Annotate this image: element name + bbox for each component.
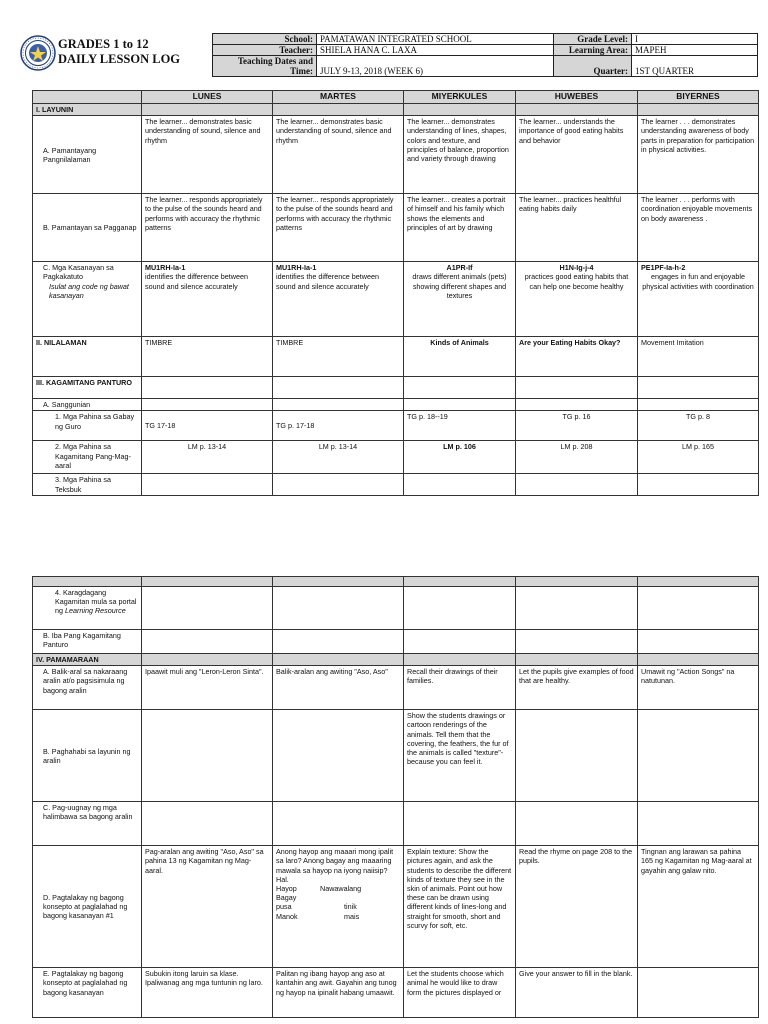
tg-miyerkules: TG p. 18--19 xyxy=(404,411,516,441)
row-label-pamantayang-pangnilalaman: A. Pamantayang Pangnilalaman xyxy=(33,116,142,194)
page-2 xyxy=(0,574,768,1024)
performance-standard-huwebes: The learner... practices healthful eating habits daily xyxy=(516,194,638,262)
example-header-bagay: Bagay xyxy=(276,893,297,903)
paghahabi-miyerkules: Show the students drawings or cartoon renderings of the animals. Tell them that the covering, the feathers, the fur of the animals is called "texture"-because you can feel it. xyxy=(404,710,516,802)
example-thing-1: tinik xyxy=(344,902,357,912)
balik-aral-huwebes: Let the pupils give examples of food that are healthy. xyxy=(516,666,638,710)
competency-huwebes xyxy=(516,262,638,337)
quarter-label: Quarter: xyxy=(554,56,632,77)
performance-standard-miyerkules: The learner... creates a portrait of himself and his family which shows the elements and principles of art by drawing xyxy=(404,194,516,262)
row-label-kagamitang-pang-mag-aaral: 2. Mga Pahina sa Kagamitang Pang-Mag-aaral xyxy=(33,441,142,474)
competency-code-lunes: MU1RH-Ia-1 xyxy=(145,263,186,273)
example-thing-2: mais xyxy=(344,911,360,921)
row-label-pagtalakay-2: E. Pagtalakay ng bagong konsepto at paglalahad ng bagong kasanayan xyxy=(33,968,142,1018)
balik-aral-biyernes: Umawit ng "Action Songs" na natutunan. xyxy=(638,666,759,710)
content-standard-huwebes: The learner... understands the importance of good eating habits and behavior xyxy=(516,116,638,194)
row-label-balik-aral: A. Balik-aral sa nakaraang aralin at/o pagsisimula ng bagong aralin xyxy=(33,666,142,710)
competency-miyerkules xyxy=(404,262,516,337)
content-standard-miyerkules: The learner... demonstrates understanding of lines, shapes, colors and texture, and principles of balance, proportion and variety through drawing xyxy=(404,116,516,194)
learning-area-label: Learning Area: xyxy=(554,45,632,56)
learning-resource-label: Learning Resource xyxy=(65,606,126,616)
day-header-miyerkules: MIYERKULES xyxy=(404,91,516,104)
competency-biyernes xyxy=(638,262,759,337)
balik-aral-lunes: Ipaawit muli ang "Leron-Leron Sinta". xyxy=(142,666,273,710)
grade-level-value: I xyxy=(632,34,758,45)
content-standard-martes: The learner... demonstrates basic understanding of sound, silence and rhythm xyxy=(273,116,404,194)
competency-code-miyerkules: A1PR-If xyxy=(446,263,473,273)
title-line-2: DAILY LESSON LOG xyxy=(58,52,181,66)
quarter-value: 1ST QUARTER xyxy=(632,56,758,77)
example-animal-2: Manok xyxy=(276,911,298,921)
example-header-hayop: Hayop xyxy=(276,884,297,894)
nilalaman-miyerkules: Kinds of Animals xyxy=(404,337,516,377)
row-label-pamantayan-sa-pagganap: B. Pamantayan sa Pagganap xyxy=(33,194,142,262)
teacher-label: Teacher: xyxy=(213,45,317,56)
competency-text-lunes: identifies the difference between sound and silence accurately xyxy=(145,272,248,291)
tg-martes: TG p. 17-18 xyxy=(273,411,404,441)
pagtalakay-1-miyerkules: Explain texture: Show the pictures again, and ask the students to describe the different kinds of texture they see in the skin of animals. Point out how these can be drawn using different kinds of lines-long and straight for smooth, short and scurvy for soft, etc. xyxy=(404,846,516,968)
row-label-karagdagang-kagamitan xyxy=(33,587,142,630)
pagtalakay-1-martes-question: Anong hayop ang maaari mong ipalit sa laro? Anong bagay ang maaaring mawala sa hayop na iyong naiisip? xyxy=(276,847,394,875)
teaching-dates-label xyxy=(213,56,317,77)
row-label-gabay-ng-guro: 1. Mga Pahina sa Gabay ng Guro xyxy=(33,411,142,441)
competency-text-biyernes: engages in fun and enjoyable physical activities with coordination xyxy=(642,272,754,291)
performance-standard-martes: The learner... responds appropriately to the pulse of the sounds heard and performs with accuracy the rhythmic patterns xyxy=(273,194,404,262)
pagtalakay-1-huwebes: Read the rhyme on page 208 to the pupils. xyxy=(516,846,638,968)
competency-lunes xyxy=(142,262,273,337)
school-value: PAMATAWAN INTEGRATED SCHOOL xyxy=(317,34,554,45)
kasanayan-sublabel: Isulat ang code ng bawat kasanayan xyxy=(49,281,129,300)
nilalaman-huwebes: Are your Eating Habits Okay? xyxy=(516,337,638,377)
performance-standard-biyernes: The learner . . . performs with coordination enjoyable movements on body awareness . xyxy=(638,194,759,262)
row-label-pagtalakay-1: D. Pagtalakay ng bagong konsepto at paglalahad ng bagong kasanayan #1 xyxy=(33,846,142,968)
example-header-nawawalang: Nawawalang xyxy=(320,884,362,894)
lm-lunes: LM p. 13-14 xyxy=(142,441,273,474)
teaching-dates-label-2: Time: xyxy=(290,66,313,76)
tg-lunes: TG 17-18 xyxy=(142,411,273,441)
deped-seal-icon xyxy=(20,35,56,71)
karagdagang-kagamitan-label: 4. Karagdagang Kagamitan mula sa portal ng xyxy=(55,588,137,616)
section-nilalaman: II. NILALAMAN xyxy=(33,337,142,377)
teaching-dates-value: JULY 9-13, 2018 (WEEK 6) xyxy=(317,56,554,77)
competency-code-biyernes: PE1PF-Ia-h-2 xyxy=(641,263,686,273)
competency-text-huwebes: practices good eating habits that can help one become healthy xyxy=(524,272,629,291)
tg-biyernes: TG p. 8 xyxy=(638,411,759,441)
content-standard-lunes: The learner... demonstrates basic understanding of sound, silence and rhythm xyxy=(142,116,273,194)
performance-standard-lunes: The learner... responds appropriately to the pulse of the sounds heard and performs with accuracy the rhythmic patterns xyxy=(142,194,273,262)
lesson-log-table-page-2 xyxy=(32,576,759,1018)
school-label: School: xyxy=(213,34,317,45)
sanggunian-label: A. Sanggunian xyxy=(33,399,142,411)
competency-code-martes: MU1RH-Ia-1 xyxy=(276,263,317,273)
content-standard-biyernes: The learner . . . demonstrates understanding awareness of body parts in preparation for participation in physical activities. xyxy=(638,116,759,194)
competency-text-martes: identifies the difference between sound and silence accurately xyxy=(276,272,379,291)
lesson-log-table-page-1 xyxy=(32,90,759,496)
teaching-dates-label-1: Teaching Dates and xyxy=(237,56,313,66)
competency-code-huwebes: H1N-Ig-j-4 xyxy=(559,263,594,273)
lm-martes: LM p. 13-14 xyxy=(273,441,404,474)
example-animal-1: pusa xyxy=(276,902,292,912)
day-header-martes: MARTES xyxy=(273,91,404,104)
pagtalakay-1-martes xyxy=(273,846,404,968)
row-label-paghahabi: B. Paghahabi sa layunin ng aralin xyxy=(33,710,142,802)
header-info-table xyxy=(212,33,758,77)
pagtalakay-2-huwebes: Give your answer to fill in the blank. xyxy=(516,968,638,1018)
nilalaman-martes: TIMBRE xyxy=(273,337,404,377)
balik-aral-martes: Balik-aralan ang awiting "Aso, Aso" xyxy=(273,666,404,710)
teacher-value: SHIELA HANA C. LAXA xyxy=(317,45,554,56)
row-label-teksbuk: 3. Mga Pahina sa Teksbuk xyxy=(33,474,142,496)
document-title xyxy=(58,37,180,67)
corner-cell xyxy=(33,91,142,104)
section-kagamitang-panturo: III. KAGAMITANG PANTURO xyxy=(33,377,142,399)
lm-huwebes: LM p. 208 xyxy=(516,441,638,474)
day-header-biyernes: BIYERNES xyxy=(638,91,759,104)
competency-text-miyerkules: draws different animals (pets) showing different shapes and textures xyxy=(412,272,507,300)
nilalaman-biyernes: Movement Imitation xyxy=(638,337,759,377)
dll-header xyxy=(20,33,758,77)
section-layunin: I. LAYUNIN xyxy=(33,104,142,116)
pagtalakay-1-lunes: Pag-aralan ang awiting "Aso, Aso" sa pahina 13 ng Kagamitan ng Mag-aaral. xyxy=(142,846,273,968)
title-line-1: GRADES 1 to 12 xyxy=(58,37,149,51)
lm-miyerkules: LM p. 106 xyxy=(404,441,516,474)
pagtalakay-2-miyerkules: Let the students choose which animal he would like to draw form the pictures displayed or xyxy=(404,968,516,1018)
pagtalakay-2-martes: Palitan ng ibang hayop ang aso at kantahin ang awit. Gayahin ang tunog ng hayop na ipinalit habang umaawit. xyxy=(273,968,404,1018)
pagtalakay-1-biyernes: Tingnan ang larawan sa pahina 165 ng Kagamitan ng Mag-aaral at gayahin ang galaw nito. xyxy=(638,846,759,968)
row-label-iba-pang-kagamitan: B. Iba Pang Kagamitang Panturo xyxy=(33,630,142,654)
pagtalakay-2-lunes: Subukin itong laruin sa klase. Ipaliwanag ang mga tuntunin ng laro. xyxy=(142,968,273,1018)
kasanayan-label: C. Mga Kasanayan sa Pagkakatuto xyxy=(43,263,114,282)
balik-aral-miyerkules: Recall their drawings of their families. xyxy=(404,666,516,710)
learning-area-value: MAPEH xyxy=(632,45,758,56)
pagtalakay-1-martes-hal: Hal. xyxy=(276,874,289,884)
competency-martes xyxy=(273,262,404,337)
day-header-huwebes: HUWEBES xyxy=(516,91,638,104)
tg-huwebes: TG p. 16 xyxy=(516,411,638,441)
section-pamamaraan: IV. PAMAMARAAN xyxy=(33,654,142,666)
example-row-1 xyxy=(276,902,400,911)
grade-level-label: Grade Level: xyxy=(554,34,632,45)
lm-biyernes: LM p. 165 xyxy=(638,441,759,474)
example-table-header xyxy=(276,884,400,893)
row-label-pag-uugnay: C. Pag-uugnay ng mga halimbawa sa bagong aralin xyxy=(33,802,142,846)
row-label-mga-kasanayan xyxy=(33,262,142,337)
nilalaman-lunes: TIMBRE xyxy=(142,337,273,377)
example-row-2 xyxy=(276,912,400,921)
day-header-lunes: LUNES xyxy=(142,91,273,104)
